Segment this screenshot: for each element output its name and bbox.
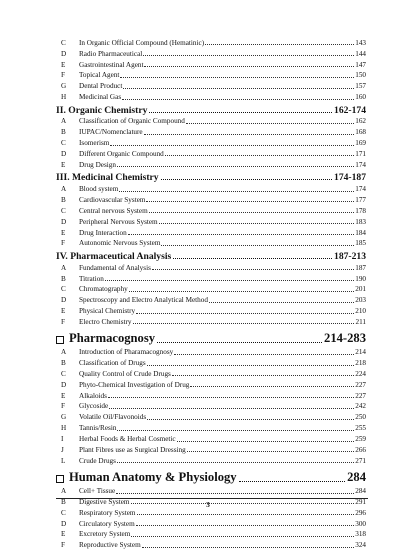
entry-title: Spectroscopy and Electro Analytical Method: [79, 296, 208, 305]
toc-entry: [56, 183, 366, 194]
entry-title: Blood system: [79, 185, 119, 194]
entry-letter: A: [61, 487, 67, 496]
entry-page-number: 160: [355, 93, 366, 102]
dot-leader: [186, 123, 354, 124]
entry-page-number: 259: [355, 435, 366, 443]
toc-entry: [56, 316, 366, 327]
toc-entry: [56, 444, 366, 455]
section-heading: [56, 329, 366, 347]
entry-page-number: 178: [355, 206, 366, 215]
entry-letter: H: [61, 424, 67, 433]
table-of-contents: [56, 37, 366, 550]
dot-leader: [165, 155, 354, 156]
toc-entry: [56, 262, 366, 273]
entry-letter: B: [61, 274, 66, 283]
entry-title: Titration: [79, 274, 104, 283]
entry-title: Introduction of Pharamacognosy: [79, 348, 174, 357]
entry-letter: F: [61, 317, 65, 326]
entry-page-number: 184: [355, 228, 366, 237]
toc-entry: [56, 273, 366, 284]
toc-entry: [56, 433, 366, 444]
toc-section: [56, 37, 366, 102]
dot-leader: [109, 408, 354, 409]
entry-title: Different Organic Compound: [79, 149, 164, 158]
entry-page-number: 144: [355, 49, 366, 58]
dot-leader: [161, 245, 354, 246]
entry-letter: E: [61, 60, 66, 69]
dot-leader: [147, 419, 354, 420]
entry-letter: A: [61, 117, 67, 126]
entry-title: Drug Interaction: [79, 228, 127, 237]
entry-title: Digestive System: [79, 497, 130, 506]
toc-entry: [56, 455, 366, 466]
dot-leader: [137, 514, 355, 515]
toc-entry: [56, 80, 366, 91]
section-heading: [56, 468, 366, 486]
toc-entry: [56, 346, 366, 357]
toc-entry: [56, 159, 366, 170]
dot-leader: [157, 342, 322, 343]
dot-leader: [116, 493, 354, 494]
dot-leader: [142, 547, 355, 548]
entry-page-number: 147: [355, 60, 366, 69]
section-title: III. Medicinal Chemistry: [56, 172, 159, 184]
entry-page-number: 183: [355, 217, 366, 226]
entry-page-number: 242: [355, 402, 366, 411]
dot-leader: [190, 386, 354, 387]
entry-letter: J: [61, 445, 64, 454]
dot-leader: [144, 66, 354, 67]
dot-leader: [117, 166, 354, 167]
entry-title: Radio Pharmaceutical: [79, 49, 143, 58]
entry-page-number: 168: [355, 128, 366, 137]
toc-entry: [56, 70, 366, 81]
dot-leader: [120, 77, 354, 78]
entry-letter: B: [61, 497, 66, 506]
dot-leader: [209, 302, 354, 303]
entry-letter: C: [61, 285, 66, 294]
toc-entry: [56, 126, 366, 137]
toc-entry: [56, 411, 366, 422]
entry-title: Fundamental of Analysis: [79, 263, 151, 272]
toc-entry: [56, 116, 366, 127]
entry-page-number: 150: [355, 71, 366, 80]
dot-leader: [117, 462, 354, 463]
toc-entry: [56, 238, 366, 249]
toc-section: [56, 171, 366, 249]
dot-leader: [108, 397, 354, 398]
toc-entry: [56, 148, 366, 159]
entry-page-number: 250: [355, 413, 366, 422]
entry-letter: D: [61, 49, 67, 58]
section-title: IV. Pharmaceutical Analysis: [56, 250, 172, 262]
entry-letter: B: [61, 359, 66, 368]
entry-letter: F: [61, 71, 65, 80]
entry-page-number: 296: [355, 508, 366, 517]
dot-leader: [133, 323, 355, 324]
toc-entry: [56, 539, 366, 550]
entry-page-number: 284: [355, 487, 366, 496]
entry-title: Central nervous System: [79, 206, 148, 215]
entry-letter: G: [61, 413, 67, 422]
entry-page-number: 157: [355, 82, 366, 91]
entry-letter: A: [61, 185, 67, 194]
toc-entry: [56, 305, 366, 316]
entry-title: Quality Control of Crude Drugs: [79, 369, 171, 378]
footer-rule: [56, 498, 368, 499]
toc-entry: [56, 379, 366, 390]
dot-leader: [117, 430, 354, 431]
entry-page-number: 210: [355, 307, 366, 316]
entry-page-number: 266: [355, 445, 366, 454]
entry-letter: E: [61, 307, 66, 316]
dot-leader: [136, 313, 354, 314]
toc-section: [56, 103, 366, 170]
dot-leader: [159, 223, 355, 224]
entry-title: Dental Product: [79, 82, 123, 91]
dot-leader: [146, 201, 354, 202]
entry-page-number: 174: [355, 185, 366, 194]
toc-entry: [56, 59, 366, 70]
entry-title: Crude Drugs: [79, 456, 116, 465]
section-page-range: 187-213: [334, 250, 366, 262]
entry-page-number: 203: [355, 296, 366, 305]
section-page-range: 174-187: [334, 172, 366, 184]
dot-leader: [131, 536, 354, 537]
dot-leader: [161, 179, 332, 180]
entry-title: In Organic Official Compound (Hematinic): [79, 38, 205, 47]
entry-title: Volatile Oil/Flavonoids: [79, 413, 147, 422]
entry-page-number: 255: [355, 424, 366, 433]
checkbox-square-icon: [56, 475, 64, 483]
entry-letter: E: [61, 391, 66, 400]
dot-leader: [105, 280, 354, 281]
toc-section: [56, 249, 366, 327]
entry-letter: D: [61, 519, 67, 528]
entry-letter: I: [61, 435, 64, 443]
dot-leader: [129, 291, 355, 292]
toc-entry: [56, 48, 366, 59]
toc-entry: [56, 91, 366, 102]
entry-title: Cell+ Tissue: [79, 487, 116, 496]
entry-letter: C: [61, 508, 66, 517]
entry-title: Isomerism: [79, 139, 110, 148]
entry-letter: F: [61, 402, 65, 411]
entry-title: Classification of Organic Compound: [79, 117, 185, 126]
entry-title: IUPAC/Nomenclature: [79, 128, 143, 137]
entry-letter: B: [61, 195, 66, 204]
entry-page-number: 143: [355, 38, 366, 47]
entry-title: Circulatory System: [79, 519, 135, 528]
entry-letter: F: [61, 541, 65, 550]
entry-title: Plant Fibres use as Surgical Dressing: [79, 445, 186, 454]
entry-page-number: 271: [355, 456, 366, 465]
section-page-range: 162-174: [334, 104, 366, 116]
entry-page-number: 185: [355, 239, 366, 248]
dot-leader: [149, 212, 355, 213]
dot-leader: [239, 481, 346, 482]
entry-letter: C: [61, 369, 66, 378]
entry-title: Tannis/Resin: [79, 424, 117, 433]
toc-entry: [56, 390, 366, 401]
entry-page-number: 174: [355, 160, 366, 169]
entry-letter: D: [61, 217, 67, 226]
toc-entry: [56, 294, 366, 305]
section-heading: [56, 171, 366, 184]
entry-letter: F: [61, 239, 65, 248]
entry-page-number: 218: [355, 359, 366, 368]
entry-letter: G: [61, 82, 67, 91]
entry-title: Topical Agent: [79, 71, 120, 80]
entry-letter: A: [61, 263, 67, 272]
toc-entry: [56, 227, 366, 238]
dot-leader: [177, 441, 355, 442]
entry-letter: E: [61, 530, 66, 539]
entry-letter: H: [61, 93, 67, 102]
section-heading: [56, 103, 366, 116]
toc-entry: [56, 518, 366, 529]
entry-page-number: 201: [355, 285, 366, 294]
section-page-range: 284: [347, 470, 366, 485]
toc-entry: [56, 137, 366, 148]
dot-leader: [122, 99, 354, 100]
entry-letter: A: [61, 348, 67, 357]
toc-entry: [56, 357, 366, 368]
dot-leader: [143, 55, 354, 56]
dot-leader: [144, 134, 355, 135]
entry-letter: C: [61, 139, 66, 148]
entry-page-number: 177: [355, 195, 366, 204]
dot-leader: [152, 269, 354, 270]
entry-title: Electro Chemistry: [79, 317, 132, 326]
dot-leader: [128, 234, 355, 235]
entry-title: Phyto-Chemical Investigation of Drug: [79, 380, 190, 389]
page-number: 3: [206, 500, 210, 509]
entry-title: Chromatography: [79, 285, 128, 294]
toc-section: [56, 329, 366, 466]
entry-page-number: 171: [355, 149, 366, 158]
entry-title: Medicinal Gas: [79, 93, 122, 102]
entry-page-number: 211: [355, 317, 366, 326]
toc-entry: [56, 422, 366, 433]
toc-entry: [56, 37, 366, 48]
entry-letter: L: [61, 456, 66, 465]
entry-page-number: 324: [355, 541, 366, 550]
dot-leader: [187, 451, 355, 452]
entry-title: Alkaloids: [79, 391, 107, 400]
entry-page-number: 227: [355, 380, 366, 389]
entry-letter: C: [61, 206, 66, 215]
section-title: Human Anatomy & Physiology: [69, 470, 237, 485]
toc-entry: [56, 205, 366, 216]
entry-letter: D: [61, 380, 67, 389]
toc-entry: [56, 485, 366, 496]
entry-title: Glycoside: [79, 402, 109, 411]
dot-leader: [173, 258, 332, 259]
entry-title: Physical Chemistry: [79, 307, 136, 316]
entry-title: Classification of Drugs: [79, 359, 146, 368]
entry-page-number: 318: [355, 530, 366, 539]
entry-page-number: 187: [355, 263, 366, 272]
toc-entry: [56, 284, 366, 295]
toc-entry: [56, 401, 366, 412]
entry-title: Respiratory System: [79, 508, 136, 517]
entry-title: Excretory System: [79, 530, 131, 539]
dot-leader: [123, 88, 354, 89]
checkbox-square-icon: [56, 336, 64, 344]
entry-page-number: 214: [355, 348, 366, 357]
entry-letter: D: [61, 149, 67, 158]
section-page-range: 214-283: [324, 331, 366, 346]
toc-entry: [56, 216, 366, 227]
entry-title: Autonomic Nervous System: [79, 239, 161, 248]
entry-letter: E: [61, 228, 66, 237]
dot-leader: [149, 112, 332, 113]
entry-page-number: 190: [355, 274, 366, 283]
entry-title: Herbal Foods & Herbal Cosmetic: [79, 435, 176, 443]
entry-page-number: 162: [355, 117, 366, 126]
section-title: II. Organic Chemistry: [56, 104, 148, 116]
entry-letter: C: [61, 38, 66, 47]
entry-letter: D: [61, 296, 67, 305]
dot-leader: [172, 375, 354, 376]
toc-entry: [56, 529, 366, 540]
entry-page-number: 291: [355, 497, 366, 506]
entry-title: Drug Design: [79, 160, 116, 169]
dot-leader: [110, 145, 354, 146]
dot-leader: [174, 354, 354, 355]
dot-leader: [136, 525, 355, 526]
entry-title: Gastrointestinal Agent: [79, 60, 144, 69]
toc-entry: [56, 194, 366, 205]
toc-entry: [56, 368, 366, 379]
dot-leader: [119, 191, 354, 192]
entry-page-number: 227: [355, 391, 366, 400]
section-title: Pharmacognosy: [69, 331, 156, 346]
entry-letter: E: [61, 160, 66, 169]
entry-page-number: 224: [355, 369, 366, 378]
dot-leader: [205, 44, 354, 45]
entry-page-number: 169: [355, 139, 366, 148]
entry-title: Reproductive System: [79, 541, 141, 550]
entry-page-number: 300: [355, 519, 366, 528]
dot-leader: [147, 365, 355, 366]
entry-title: Peripheral Nervous System: [79, 217, 158, 226]
section-heading: [56, 249, 366, 262]
entry-letter: B: [61, 128, 66, 137]
entry-title: Cardiovascular System: [79, 195, 146, 204]
